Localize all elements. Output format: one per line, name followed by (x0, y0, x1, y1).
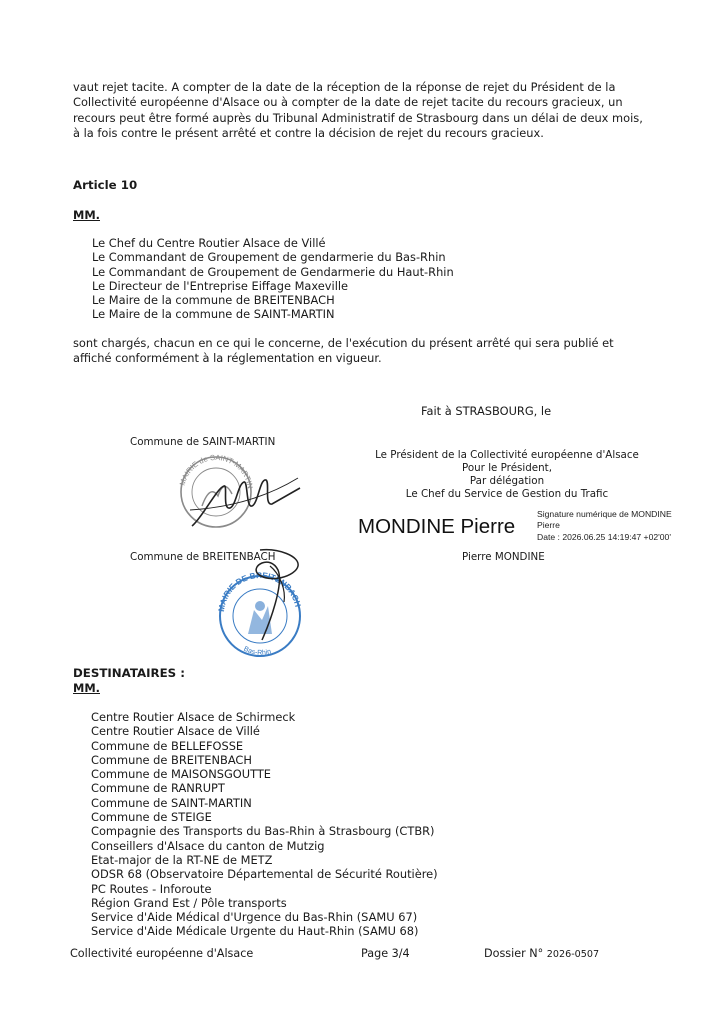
list-item: Le Directeur de l'Entreprise Eiffage Maxeville (92, 278, 349, 293)
list-item: Centre Routier Alsace de Schirmeck (91, 710, 296, 724)
digital-signature-line: Pierre (537, 520, 560, 531)
list-item: Commune de SAINT-MARTIN (91, 795, 252, 810)
president-line: Le Président de la Collectivité européenne d'Alsace (375, 449, 639, 461)
dossier-number: 2026-0507 (546, 949, 600, 960)
digital-signature-info (537, 509, 672, 543)
par-delegation-line: Par délégation (469, 474, 545, 487)
stamp-saint-martin (172, 448, 302, 536)
chef-service-line: Le Chef du Service de Gestion du Trafic (405, 487, 609, 500)
list-item: Commune de BELLEFOSSE (91, 738, 244, 753)
digital-signature-line: Signature numérique de MONDINE (537, 509, 672, 519)
list-item: Service d'Aide Médicale Urgente du Haut-Rhin (SAMU 68) (91, 924, 419, 939)
list-item: Le Maire de la commune de BREITENBACH (92, 293, 335, 308)
closing-paragraph: sont chargés, chacun en ce qui le concerne, de l'exécution du présent arrêté qui sera publié et affiché conformément à la réglementation en vigueur. (73, 336, 614, 366)
list-item: Commune de STEIGE (91, 810, 212, 825)
commune-breitenbach-label: Commune de BREITENBACH (130, 551, 276, 563)
svg-text:Bas-Rhin: Bas-Rhin (242, 645, 272, 657)
list-item: Etat-major de la RT-NE de METZ (91, 852, 273, 867)
svg-text:MAIRIE DE BREITENBACH: MAIRIE DE BREITENBACH (216, 570, 303, 613)
commune-saint-martin-label: Commune de SAINT-MARTIN (130, 436, 276, 448)
stamp-breitenbach (200, 544, 316, 664)
intro-paragraph: vaut rejet tacite. A compter de la date de la réception de la réponse de rejet du Président de la Collectivité européenne d'Alsace ou à compter de la date de rejet tacite du recours gracieux, un recours peut être formé auprès du Tribunal Administratif de Strasbourg dans un délai de deux mois, à la fois contre le présent arrêté et contre la décision de rejet du recours gracieux. (73, 80, 643, 140)
article-mm: MM. (73, 208, 100, 222)
list-item: Le Maire de la commune de SAINT-MARTIN (92, 307, 335, 322)
list-item: Commune de RANRUPT (91, 781, 225, 796)
footer-org: Collectivité européenne d'Alsace (70, 947, 254, 960)
list-item: Le Commandant de Groupement de Gendarmerie du Haut-Rhin (92, 264, 454, 279)
destinataires-title: DESTINATAIRES : (73, 666, 185, 680)
destinataires-mm: MM. (73, 681, 100, 695)
digital-signature-date: Date : 2026.06.25 14:19:47 +02'00' (537, 531, 671, 542)
article-recipient-list (92, 236, 454, 322)
footer-page-number: Page 3/4 (361, 947, 410, 960)
fait-a-line: Fait à STRASBOURG, le (421, 404, 552, 418)
list-item: ODSR 68 (Observatoire Départemental de Sécurité Routière) (91, 867, 438, 882)
list-item: Conseillers d'Alsace du canton de Mutzig (91, 838, 325, 853)
list-item: Région Grand Est / Pôle transports (91, 895, 287, 910)
list-item: Le Commandant de Groupement de gendarmerie du Bas-Rhin (92, 250, 446, 265)
pour-president-line: Pour le Président, (462, 461, 552, 474)
list-item: Le Chef du Centre Routier Alsace de Villé (92, 236, 326, 250)
list-item: Centre Routier Alsace de Villé (91, 724, 260, 739)
list-item: Service d'Aide Médical d'Urgence du Bas-Rhin (SAMU 67) (91, 910, 418, 925)
signature-authority-block (360, 449, 654, 501)
footer-dossier (484, 947, 599, 960)
list-item: Compagnie des Transports du Bas-Rhin à Strasbourg (CTBR) (91, 824, 435, 839)
dossier-label: Dossier N° (484, 947, 544, 960)
article-title: Article 10 (73, 178, 138, 192)
digital-signature-name: MONDINE Pierre (358, 515, 516, 538)
svg-text:MAIRIE de SAINT-MARTIN: MAIRIE de SAINT-MARTIN (177, 452, 255, 490)
list-item: Commune de MAISONSGOUTTE (91, 767, 272, 782)
list-item: PC Routes - Inforoute (91, 881, 212, 896)
destinataires-list (91, 710, 438, 939)
list-item: Commune de BREITENBACH (91, 752, 252, 767)
signer-name: Pierre MONDINE (462, 551, 545, 563)
